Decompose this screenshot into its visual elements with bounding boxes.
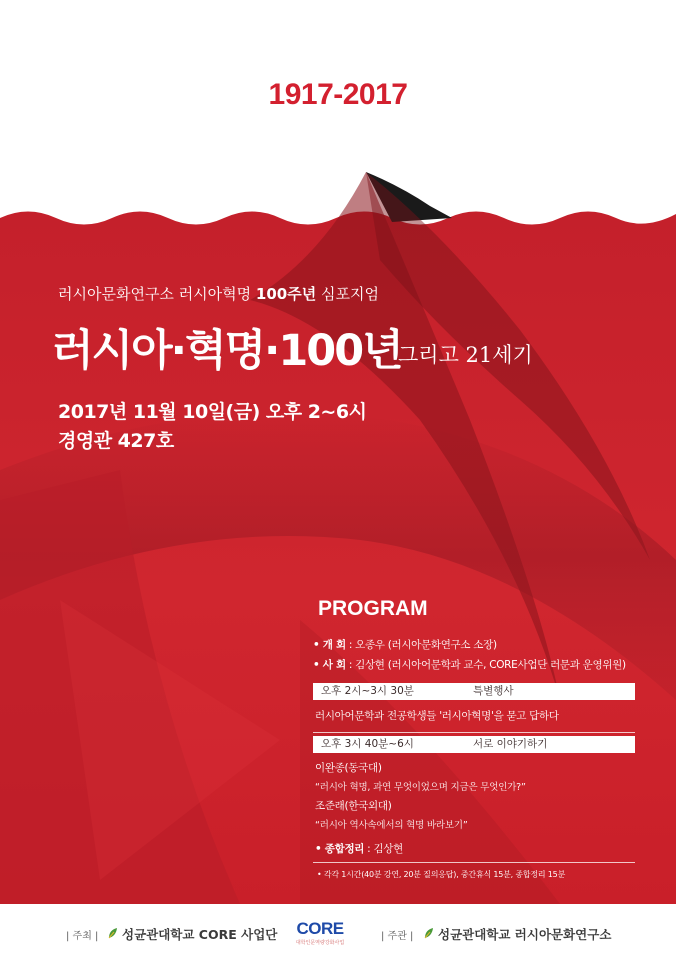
program-footnote: • 각각 1시간(40분 강연, 20분 질의응답), 중간휴식 15분, 종합정리 15분 bbox=[317, 870, 566, 879]
subtitle-bold: 100주년 bbox=[255, 285, 317, 303]
event-subtitle bbox=[58, 283, 379, 304]
event-date: 2017년 11월 10일(금) 오후 2~6시 bbox=[58, 401, 367, 423]
session2-time: 오후 3시 40분~6시 bbox=[321, 738, 414, 750]
organizer-label: | 주관 | bbox=[381, 931, 414, 942]
leaf-icon bbox=[424, 927, 434, 939]
program-section bbox=[313, 597, 643, 880]
moderator-text: : 김상현 (러시아어문학과 교수, CORE사업단 러문과 운영위원) bbox=[345, 659, 626, 671]
program-heading: PROGRAM bbox=[318, 597, 428, 620]
subtitle-post: 심포지엄 bbox=[316, 285, 379, 303]
session2-name: 서로 이야기하기 bbox=[473, 738, 548, 750]
summary-line bbox=[315, 841, 643, 856]
core-logo-sub: 대학인문역량강화사업 bbox=[295, 940, 345, 946]
host-org: 성균관대학교 CORE 사업단 bbox=[122, 927, 278, 942]
core-logo-text: CORE bbox=[296, 919, 344, 938]
years-banner: 1917-2017 bbox=[268, 78, 408, 111]
session1-bar bbox=[313, 683, 635, 700]
footnote-divider bbox=[313, 862, 635, 863]
talk1: “러시아 혁명, 과연 무엇이었으며 지금은 무엇인가?” bbox=[315, 782, 526, 793]
session1-name: 특별행사 bbox=[473, 685, 514, 697]
talk2: “러시아 역사속에서의 혁명 바라보기” bbox=[315, 820, 468, 831]
session1-time: 오후 2시~3시 30분 bbox=[321, 685, 414, 697]
organizer-org: 성균관대학교 러시아문화연구소 bbox=[438, 927, 612, 942]
opening-label: • 개 회 bbox=[313, 639, 346, 651]
core-logo bbox=[290, 919, 350, 949]
session1-desc: 러시아어문학과 전공학생들 '러시아혁명'을 묻고 답하다 bbox=[315, 710, 559, 722]
event-title: 러시아·혁명·100년 bbox=[52, 326, 402, 376]
session2-bar bbox=[313, 736, 635, 753]
opening-text: : 오종우 (러시아문화연구소 소장) bbox=[345, 639, 497, 651]
moderator-label: • 사 회 bbox=[313, 659, 346, 671]
subtitle-pre: 러시아문화연구소 러시아혁명 bbox=[58, 285, 256, 303]
leaf-icon bbox=[108, 927, 118, 939]
speaker2: 조준래(한국외대) bbox=[315, 800, 392, 812]
session-divider bbox=[313, 732, 635, 733]
summary-label: • 종합정리 bbox=[315, 843, 365, 855]
host-label: | 주최 | bbox=[66, 931, 99, 942]
opening-line bbox=[313, 637, 643, 652]
moderator-line bbox=[313, 657, 643, 672]
event-title-tail: 그리고 21세기 bbox=[398, 343, 533, 367]
speaker1: 이완종(동국대) bbox=[315, 762, 382, 774]
event-venue: 경영관 427호 bbox=[58, 430, 174, 452]
summary-text: : 김상현 bbox=[364, 843, 403, 855]
